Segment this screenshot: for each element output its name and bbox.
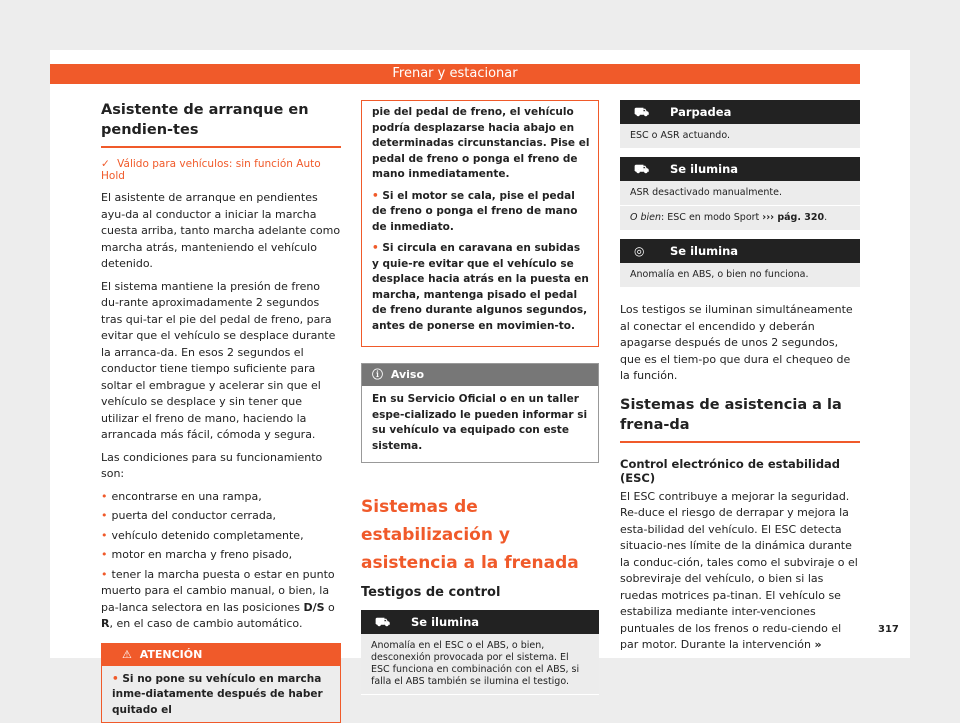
- list-item: [101, 528, 341, 545]
- lamp-header: [620, 239, 860, 263]
- warning-text: pie del pedal de freno, el vehículo podría desplazarse hacia abajo en determinadas circunstancias. Pise el pedal de freno o ponga el freno de mano inmediatamente.: [372, 105, 590, 183]
- list-item-text: puerta del conductor cerrada,: [112, 509, 277, 522]
- list-item: [101, 547, 341, 564]
- lamp-description: ESC o ASR actuando.: [620, 124, 860, 149]
- warning-triangle-icon: ⚠: [122, 648, 132, 661]
- warning-title: ATENCIÓN: [140, 648, 203, 661]
- list-item-text: vehículo detenido completamente,: [112, 529, 304, 542]
- column-left: [101, 100, 341, 723]
- paragraph: Las condiciones para su funcionamiento son:: [101, 450, 341, 483]
- section-title: Asistente de arranque en pendien-tes: [101, 100, 341, 140]
- subsection-title: Control electrónico de estabilidad (ESC): [620, 457, 860, 485]
- notice-box: [361, 363, 599, 463]
- lamp-description: ASR desactivado manualmente.: [620, 181, 860, 206]
- lamp-title: Se ilumina: [411, 615, 479, 629]
- column-middle: [361, 100, 599, 703]
- esc-lamp-icon: ⛟: [634, 100, 649, 124]
- bullet-icon: •: [101, 548, 108, 561]
- lamp-title: Parpadea: [670, 105, 731, 119]
- alternative-label: O bien: [630, 212, 661, 223]
- bullet-icon: •: [101, 509, 108, 522]
- section-title: Sistemas de asistencia a la frena-da: [620, 395, 860, 435]
- esc-off-lamp-icon: ⛟: [634, 157, 649, 181]
- warning-lamp-row: [620, 100, 860, 149]
- paragraph: El sistema mantiene la presión de freno du-rante aproximadamente 2 segundos tras qui-tar el pie del pedal de freno, para evitar que el vehículo se desplace durante la arranca-da. En esos 2 segundos el conductor tiene tiempo suficiente para soltar el embrague y acelerar sin que el vehículo se desplace y sin tener que utilizar el freno de mano, haciendo la arrancada más fácil, cómoda y segura.: [101, 279, 341, 444]
- note-text: Válido para vehículos: sin función Auto Hold: [101, 158, 321, 182]
- paragraph: [620, 489, 860, 654]
- warning-continuation-box: [361, 100, 599, 347]
- page-header: Frenar y estacionar: [50, 64, 860, 84]
- warning-text: Si no pone su vehículo en marcha inme-diatamente después de haber quitado el: [112, 673, 323, 716]
- warning-body: [102, 666, 340, 723]
- notice-text: En su Servicio Oficial o en un taller espe-cializado le pueden informar si su vehículo va equipado con este sistema.: [362, 386, 598, 462]
- lamp-description: [620, 206, 860, 231]
- list-item-text: tener la marcha puesta o estar en punto muerto para el cambio manual, o bien, la pa-lanca selectora en las posiciones: [101, 568, 335, 614]
- esc-lamp-icon: ⛟: [375, 610, 390, 634]
- warning-header: [102, 644, 340, 666]
- page-number: 317: [878, 624, 899, 635]
- conditions-list: [101, 489, 341, 633]
- paragraph-text: El ESC contribuye a mejorar la seguridad. Re-duce el riesgo de derrapar y mejora la esta-bilidad del vehículo. El ESC detecta situacio-nes límite de la dinámica durante la conduc-ción, tales como el subviraje o el sobreviraje del vehículo, o bien si las ruedas motrices pa-tinan. El vehículo se estabiliza mediante inter-venciones puntuales de los frenos o redu-ciendo el par motor. Durante la intervención: [620, 490, 858, 652]
- gear-position-r: R: [101, 617, 109, 630]
- subsection-title: Testigos de control: [361, 585, 599, 600]
- lamp-description: Anomalía en el ESC o el ABS, o bien, desconexión provocada por el sistema. El ESC funciona en combinación con el ABS, si falla el ABS también se ilumina el testigo.: [361, 634, 599, 695]
- list-item: [101, 567, 341, 633]
- notice-title: Aviso: [391, 368, 424, 381]
- lamp-header: [361, 610, 599, 634]
- column-right: [620, 100, 860, 660]
- notice-header: [362, 364, 598, 386]
- warning-bullet-text: Si circula en caravana en subidas y quie-re evitar que el vehículo se desplace hacia atrás en la puesta en marcha, mantenga pisado el pedal de freno durante algunos segundos, antes de ponerse en movimien-to.: [372, 242, 589, 332]
- warning-bullet: [372, 189, 590, 236]
- checkmark-icon: ✓: [101, 158, 110, 170]
- paragraph: El asistente de arranque en pendientes ayu-da al conductor a iniciar la marcha cuesta arriba, tanto marcha adelante como marcha atrás, manteniendo el vehículo detenido.: [101, 190, 341, 273]
- lamp-title: Se ilumina: [670, 244, 738, 258]
- list-item-text: , en el caso de cambio automático.: [109, 617, 302, 630]
- list-item-text: encontrarse en una rampa,: [112, 490, 262, 503]
- list-item: [101, 489, 341, 506]
- lamp-description-text: : ESC en modo Sport: [661, 212, 762, 223]
- page-reference-link[interactable]: ››› pág. 320: [762, 212, 824, 223]
- lamp-header: [620, 157, 860, 181]
- lamp-description-text: .: [824, 212, 827, 223]
- continue-arrow-icon: »: [814, 638, 821, 651]
- warning-lamp-row: [361, 610, 599, 695]
- chapter-title: Sistemas de estabilización y asistencia a la frenada: [361, 493, 599, 577]
- list-item-text: o: [325, 601, 335, 614]
- list-item-text: motor en marcha y freno pisado,: [112, 548, 293, 561]
- section-header: [101, 100, 341, 148]
- warning-lamp-row: [620, 239, 860, 288]
- warning-bullet-text: Si el motor se cala, pise el pedal de freno o ponga el freno de mano de inmediato.: [372, 190, 577, 233]
- bullet-icon: •: [112, 673, 119, 685]
- bullet-icon: •: [372, 190, 379, 202]
- info-icon: ⓘ: [372, 368, 383, 381]
- bullet-icon: •: [101, 529, 108, 542]
- lamp-title: Se ilumina: [670, 162, 738, 176]
- paragraph: Los testigos se iluminan simultáneamente al conectar el encendido y deberán apagarse después de unos 2 segundos, que es el tiem-po que dura el chequeo de la función.: [620, 302, 860, 385]
- gear-position-ds: D/S: [303, 601, 324, 614]
- warning-lamp-row: [620, 157, 860, 231]
- warning-bullet: [372, 241, 590, 334]
- lamp-description: Anomalía en ABS, o bien no funciona.: [620, 263, 860, 288]
- warning-box: [101, 643, 341, 723]
- applicability-note: [101, 158, 341, 182]
- bullet-icon: •: [101, 490, 108, 503]
- abs-lamp-icon: ◎: [634, 239, 644, 263]
- list-item: [101, 508, 341, 525]
- lamp-header: [620, 100, 860, 124]
- section-header: [620, 395, 860, 443]
- bullet-icon: •: [372, 242, 379, 254]
- bullet-icon: •: [101, 568, 108, 581]
